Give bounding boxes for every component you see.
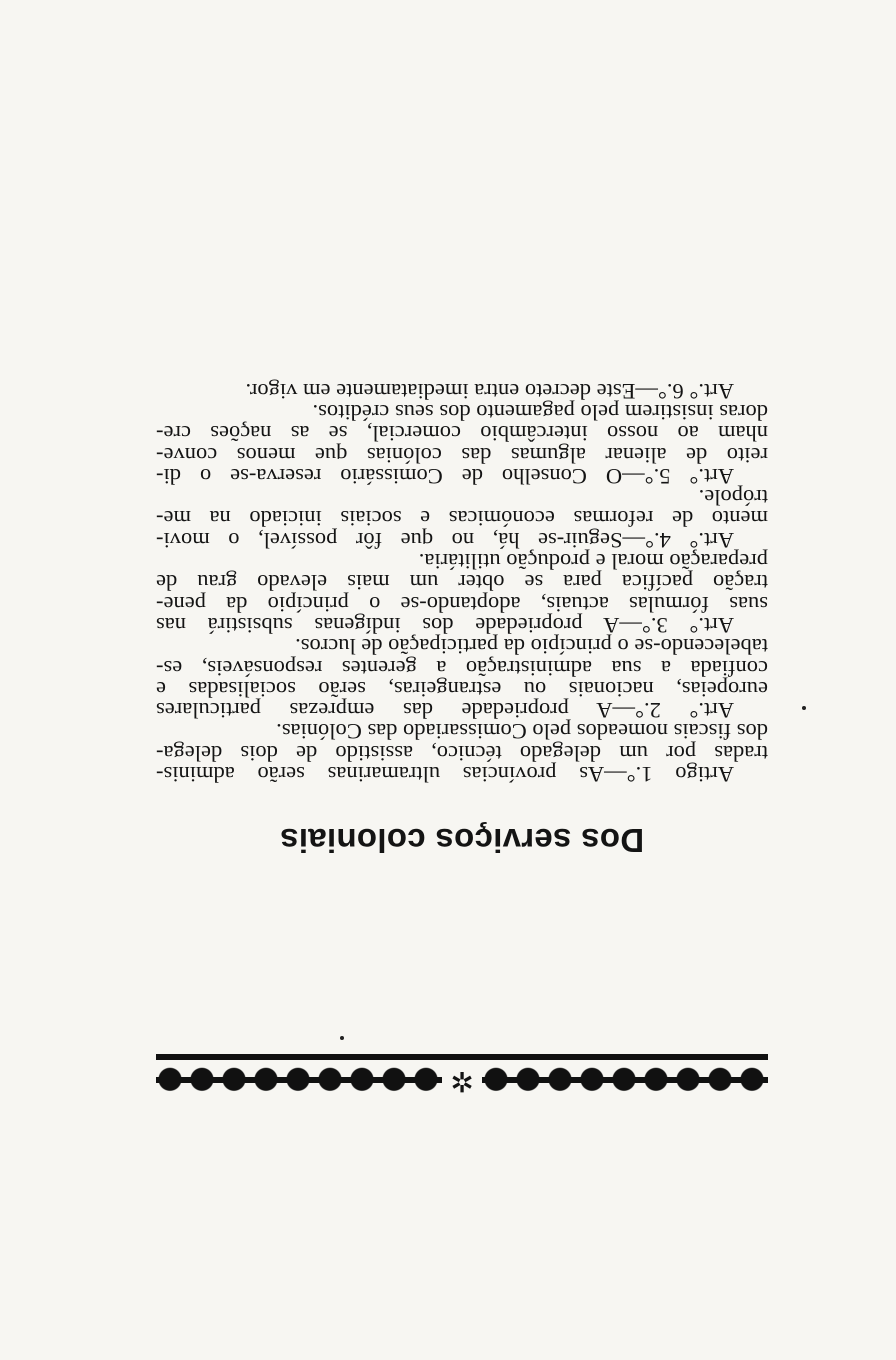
text-line: suas fórmulas actuais, adoptando-se o princípio da pene-	[156, 591, 768, 617]
text-line: Art.° 5.°—O Conselho de Comissário reserva-se o di-	[156, 463, 734, 489]
text-line: tabelecendo-se o princípio da participação de lucros.	[295, 634, 768, 660]
text-line: Art.° 6.°—Este decreto entra imediatamente em vigor.	[245, 378, 734, 404]
ornament-right-pattern	[156, 1064, 442, 1098]
decorative-border-ornament	[156, 1048, 768, 1108]
print-speck	[340, 1036, 344, 1040]
print-speck	[802, 706, 806, 710]
text-line: Art.° 2.°—A propriedade das emprezas particulares	[156, 698, 734, 724]
text-line: Art.° 4.°—Seguir-se há, no que fôr possível, o movi-	[156, 527, 734, 553]
text-line: doras insistirem pelo pagamento dos seus créditos.	[312, 399, 768, 425]
text-line: europeias, nacionais ou estrangeiras, serão socialisadas e	[156, 676, 768, 702]
text-line: reito de alienar algumas das colónias que menos conve-	[156, 442, 768, 468]
text-line: mento de reformas económicas e sociais iniciado na me-	[156, 506, 768, 532]
text-line: tradas por um delegado técnico, assistido de dois delega-	[156, 740, 768, 766]
text-line: nham ao nosso intercâmbio comercial, se as nações cre-	[156, 421, 768, 447]
ornament-rule	[156, 1054, 768, 1060]
text-line: confiada a sua administração a gerentes responsáveis, es-	[156, 655, 768, 681]
section-heading: Dos serviços coloniais	[279, 822, 645, 859]
text-line: Artigo 1.°—As províncias ultramarinas serão adminis-	[156, 762, 734, 787]
text-line: tração pacífica para se obter um mais elevado grau de	[156, 570, 768, 596]
decree-body-text	[156, 380, 768, 785]
ornament-band	[156, 1064, 768, 1098]
ornament-left-pattern	[482, 1064, 768, 1098]
text-line: trópole.	[698, 485, 768, 511]
text-line: Art.° 3.°—A propriedade dos indígenas subsistirá nas	[156, 612, 734, 638]
ornament-center-flower-icon: ✲	[450, 1065, 474, 1098]
text-line: preparação moral e produção utilitária.	[418, 549, 768, 575]
text-line: dos fiscais nomeados pelo Comissariado das Colónias.	[276, 719, 768, 745]
